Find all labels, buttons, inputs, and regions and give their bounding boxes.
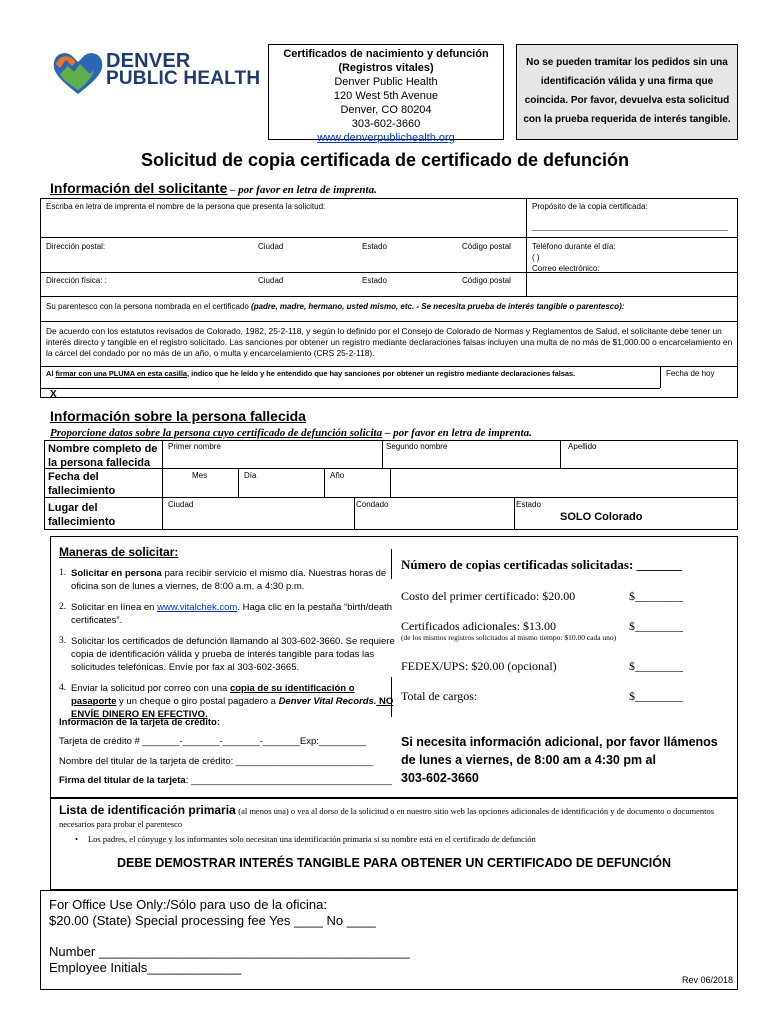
office-line-1: For Office Use Only:/Sólo para uso de la oficina: [49, 897, 327, 912]
id-bullet-text: Los padres, el cónyuge y los informantes solo necesitan una identificación primaria si su nombre está en el certificado de defunción [87, 834, 536, 844]
purpose-input[interactable] [532, 230, 728, 231]
print-name-label: Escriba en letra de imprenta el nombre de la persona que presenta la solicitud: [46, 202, 326, 211]
purpose-label: Propósito de la copia certificada: [532, 202, 648, 211]
revision-label: Rev 06/2018 [681, 975, 733, 985]
additional-label: Certificados adicionales: $13.00 [401, 619, 556, 633]
way-2-text: . Haga clic en la pestaña “birth/death certificates”. [71, 602, 393, 626]
office-line-4: Employee Initials_____________ [49, 960, 242, 975]
deceased-heading: Información sobre la persona fallecida [50, 408, 306, 424]
deceased-subheading-note: – por favor en letra de imprenta. [384, 427, 532, 439]
way-4-pre: Enviar la solicitud por correo con una [71, 683, 230, 694]
print-name-input[interactable] [46, 212, 522, 234]
date-today-label: Fecha de hoy [666, 369, 715, 378]
postal-state-label: Estado [362, 242, 387, 251]
website-link[interactable]: www.denverpublichealth.org [317, 132, 455, 144]
ways-and-fees-box [50, 536, 738, 798]
way-1-bold: Solicitar en persona [71, 568, 162, 579]
office-lines [49, 897, 410, 976]
ways-list [59, 567, 395, 729]
way-4-num: 4. [59, 683, 67, 693]
applicant-heading [50, 180, 377, 196]
way-online [59, 601, 395, 627]
total-label: Total de cargos: [401, 689, 478, 703]
signature-field[interactable] [60, 389, 658, 398]
sign-underlined: firmar con una PLUMA en esta casilla [55, 369, 188, 378]
card-sign-label: Firma del titular de la tarjeta [59, 775, 186, 786]
signature-x-mark: X [50, 389, 57, 400]
relationship-label [46, 302, 624, 311]
way-3-num: 3. [59, 636, 67, 646]
way-4-bold-u: copia de su identificación o pasaporte [71, 683, 355, 707]
year-label: Año [330, 471, 345, 480]
id-list-bullet [75, 834, 536, 844]
page-title: Solicitud de copia certificada de certificado de defunción [140, 150, 630, 170]
notice-text: No se pueden tramitar los pedidos sin una identificación válida y una firma que coincida. Por favor, devuelva esta solicitud con la prueba requerida de interés tangible. [523, 57, 731, 125]
email-label: Correo electrónico: [532, 264, 600, 273]
card-signature-field[interactable] [59, 775, 392, 786]
deceased-subheading-text: Proporcione datos sobre la persona cuyo certificado de defunción solicita [50, 427, 383, 439]
id-list-paragraph [59, 804, 731, 831]
id-list-box [50, 798, 738, 890]
id-notice-box [516, 44, 738, 140]
death-city-label: Ciudad [168, 500, 194, 509]
heart-logo-icon [50, 48, 106, 98]
way-2-pre: Solicitar en línea en [71, 602, 158, 613]
colorado-only: SOLO Colorado [560, 511, 643, 523]
way-4-text: y un cheque o giro postal pagadero a [116, 696, 279, 707]
way-phone [59, 635, 395, 674]
physical-city-label: Ciudad [258, 276, 284, 285]
last-name-label: Apellido [568, 442, 597, 451]
phone-label: Teléfono durante el día: [532, 242, 616, 251]
postal-zip-label: Código postal [462, 242, 511, 251]
phone-parens[interactable]: ( ) [532, 253, 540, 262]
logo-line-1: DENVER [106, 50, 191, 72]
copies-count-field[interactable]: Número de copias certificadas solicitadas: _______ [401, 557, 683, 572]
way-1-text: para recibir servicio el mismo día. Nuestras horas de oficina son de lunes a viernes, de 8:00 a.m. a 4:30 p.m. [71, 568, 387, 592]
month-label: Mes [192, 471, 208, 480]
postal-city-label: Ciudad [258, 242, 284, 251]
logo-wordmark [106, 52, 260, 88]
physical-zip-label: Código postal [462, 276, 511, 285]
applicant-heading-text: Información del solicitante [50, 180, 228, 196]
office-line-3: Number ___________________________________________ [49, 944, 410, 959]
physical-state-label: Estado [362, 276, 387, 285]
relationship-note: (padre, madre, hermano, usted mismo, etc. - Se necesita prueba de interés tangible o parentesco): [251, 302, 625, 311]
middle-name-label: Segundo nombre [386, 442, 448, 451]
postal-address-label: Dirección postal: [46, 242, 106, 251]
applicant-heading-note: – por favor en letra de imprenta. [229, 184, 377, 196]
first-cost-label: Costo del primer certificado: $20.00 [401, 589, 576, 603]
fedex-field[interactable]: $________ [629, 659, 683, 673]
addr-line-6: 303-602-3660 [351, 118, 421, 130]
addr-line-2: (Registros vitales) [338, 62, 434, 74]
additional-field[interactable]: $________ [629, 619, 683, 633]
logo-line-2: PUBLIC HEALTH [106, 68, 261, 89]
death-date-label: Fecha del fallecimiento [48, 471, 116, 497]
first-cost-field[interactable]: $________ [629, 589, 683, 603]
contact-phone: 303-602-3660 [401, 771, 479, 785]
full-name-label: Nombre completo de la persona fallecida [48, 443, 158, 469]
day-label: Día [244, 471, 257, 480]
sign-rest: , indico que he leído y he entendido que hay sanciones por obtener un registro mediante declaraciones falsas. [187, 369, 576, 378]
tangible-interest-banner: DEBE DEMOSTRAR INTERÉS TANGIBLE PARA OBTENER UN CERTIFICADO DE DEFUNCIÓN [117, 856, 671, 870]
sign-prefix: Al [46, 369, 56, 378]
way-4-tail: NO ENVÍE DINERO EN EFECTIVO. [71, 696, 394, 720]
legal-text: De acuerdo con los estatutos revisados de Colorado, 1982, 25-2-118, y según lo definido por el Consejo de Colorado de Normas y Reglamentos de Salud, el solicitante debe tener un interés directo y tangible en el registro solicitado. Las sanciones por obtener un registro mediante declaraciones falsas incluyen una multa de no más de $1,000.00 o encarcelamiento en la cárcel del condado por no más de un año, o multa y encarcelamiento (CRS 25-2-118). [46, 326, 733, 358]
way-in-person [59, 567, 395, 593]
physical-address-label: Dirección física: : [46, 276, 107, 285]
death-county-label: Condado [356, 500, 389, 509]
card-number-field[interactable]: Tarjeta de crédito # _______-_______-_______-_______Exp:_________ [59, 736, 367, 747]
additional-note: (de los mismos registros solicitados al mismo tiempo: $10.00 cada uno) [401, 633, 617, 642]
card-sign-line: : ______________________________________ [185, 775, 392, 786]
id-list-text: (al menos una) o vea al dorso de la solicitud o en nuestro sitio web las opciones adicionales de identificación y de documento o documentos necesarios para probar el parentesco [59, 806, 715, 829]
fedex-label: FEDEX/UPS: $20.00 (opcional) [401, 659, 557, 673]
signature-statement [46, 369, 575, 378]
ways-heading: Maneras de solicitar: [59, 545, 179, 559]
contact-info [401, 733, 731, 787]
death-place-label: Lugar del fallecimiento [48, 502, 116, 528]
address-box [268, 44, 504, 144]
vitalchek-link[interactable]: www.vitalchek.com [157, 602, 238, 613]
card-heading: Información de la tarjeta de crédito: [59, 717, 221, 728]
bullet-icon: • [75, 834, 78, 844]
way-2-num: 2. [59, 602, 67, 612]
relationship-text: Su parentesco con la persona nombrada en el certificado [46, 302, 249, 311]
way-1-num: 1. [59, 568, 67, 578]
total-field[interactable]: $________ [629, 689, 683, 703]
way-4-bold-i: Denver Vital Records. [278, 696, 377, 707]
addr-line-4: 120 West 5th Avenue [333, 90, 439, 102]
deceased-subheading [50, 427, 532, 439]
id-list-heading: Lista de identificación primaria [59, 803, 236, 817]
first-name-label: Primer nombre [168, 442, 221, 451]
contact-text: Si necesita información adicional, por favor llámenos de lunes a viernes, de 8:00 am a 4:30 pm al [401, 735, 718, 767]
office-line-2: $20.00 (State) Special processing fee Yes ____ No ____ [49, 913, 376, 928]
way-mail [59, 682, 395, 721]
card-name-field[interactable]: Nombre del titular de la tarjeta de crédito: __________________________ [59, 756, 374, 767]
office-use-box [40, 890, 738, 990]
way-3-text: Solicitar los certificados de defunción llamando al 303-602-3660. Se requiere copia de identificación válida y prueba de interés tangible para todas las solicitudes telefónicas. Envíe por fax al 303-602-3665. [71, 636, 395, 673]
addr-line-3: Denver Public Health [334, 76, 438, 88]
addr-line-1: Certificados de nacimiento y defunción [283, 48, 489, 60]
addr-line-5: Denver, CO 80204 [340, 104, 432, 116]
death-state-label: Estado [516, 500, 541, 509]
